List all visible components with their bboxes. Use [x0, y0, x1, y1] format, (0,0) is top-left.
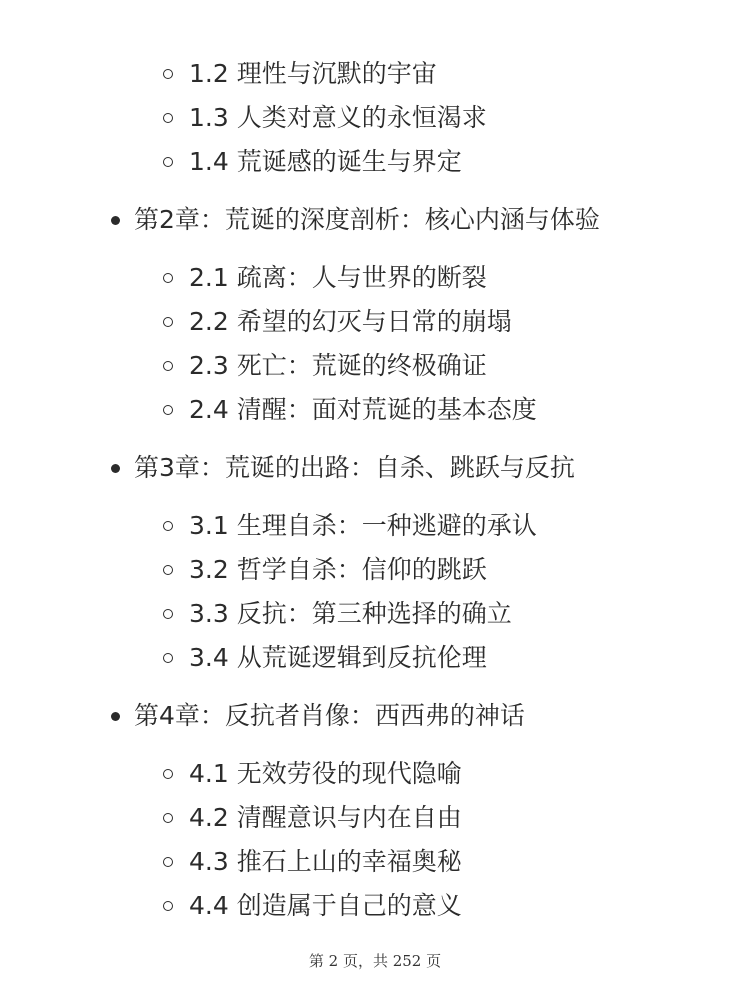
toc-section-item[interactable]: [0, 636, 750, 680]
toc-section-item[interactable]: [0, 96, 750, 140]
hollow-bullet-icon: [163, 813, 173, 823]
toc-section-item[interactable]: [0, 256, 750, 300]
hollow-bullet-icon: [163, 405, 173, 415]
section-label: 1.4 荒诞感的诞生与界定: [189, 147, 462, 176]
toc-section-item[interactable]: [0, 752, 750, 796]
section-label: 2.2 希望的幻灭与日常的崩塌: [189, 307, 512, 336]
hollow-bullet-icon: [163, 901, 173, 911]
filled-bullet-icon: [111, 712, 120, 721]
toc-section-item[interactable]: [0, 300, 750, 344]
chapter-title: 第4章：反抗者肖像：西西弗的神话: [134, 701, 525, 730]
chapter-title: 第3章：荒诞的出路：自杀、跳跃与反抗: [134, 453, 575, 482]
chapter-3: [0, 446, 750, 680]
section-label: 4.4 创造属于自己的意义: [189, 891, 462, 920]
section-label: 4.3 推石上山的幸福奥秘: [189, 847, 462, 876]
section-label: 4.1 无效劳役的现代隐喻: [189, 759, 462, 788]
section-label: 1.3 人类对意义的永恒渴求: [189, 103, 487, 132]
section-label: 3.3 反抗：第三种选择的确立: [189, 599, 512, 628]
hollow-bullet-icon: [163, 113, 173, 123]
section-label: 2.4 清醒：面对荒诞的基本态度: [189, 395, 537, 424]
section-label: 2.3 死亡：荒诞的终极确证: [189, 351, 487, 380]
hollow-bullet-icon: [163, 157, 173, 167]
hollow-bullet-icon: [163, 317, 173, 327]
toc-section-item[interactable]: [0, 344, 750, 388]
hollow-bullet-icon: [163, 521, 173, 531]
toc-section-item[interactable]: [0, 796, 750, 840]
table-of-contents: [0, 52, 750, 928]
hollow-bullet-icon: [163, 609, 173, 619]
toc-section-item[interactable]: [0, 504, 750, 548]
section-label: 2.1 疏离：人与世界的断裂: [189, 263, 487, 292]
toc-section-item[interactable]: [0, 52, 750, 96]
section-label: 4.2 清醒意识与内在自由: [189, 803, 462, 832]
hollow-bullet-icon: [163, 653, 173, 663]
hollow-bullet-icon: [163, 361, 173, 371]
toc-section-item[interactable]: [0, 884, 750, 928]
hollow-bullet-icon: [163, 565, 173, 575]
section-label: 3.2 哲学自杀：信仰的跳跃: [189, 555, 487, 584]
section-label: 3.4 从荒诞逻辑到反抗伦理: [189, 643, 487, 672]
chapter-1-sections: [0, 52, 750, 184]
filled-bullet-icon: [111, 464, 120, 473]
toc-section-item[interactable]: [0, 140, 750, 184]
section-label: 3.1 生理自杀：一种逃避的承认: [189, 511, 537, 540]
hollow-bullet-icon: [163, 273, 173, 283]
page-number-footer: 第 2 页，共 252 页: [308, 952, 442, 970]
hollow-bullet-icon: [163, 69, 173, 79]
chapter-title: 第2章：荒诞的深度剖析：核心内涵与体验: [134, 205, 600, 234]
hollow-bullet-icon: [163, 769, 173, 779]
toc-section-item[interactable]: [0, 592, 750, 636]
toc-chapter-item[interactable]: [0, 198, 750, 242]
filled-bullet-icon: [111, 216, 120, 225]
hollow-bullet-icon: [163, 857, 173, 867]
toc-chapter-item[interactable]: [0, 694, 750, 738]
chapter-2: [0, 198, 750, 432]
toc-section-item[interactable]: [0, 388, 750, 432]
toc-chapter-item[interactable]: [0, 446, 750, 490]
section-label: 1.2 理性与沉默的宇宙: [189, 59, 437, 88]
toc-section-item[interactable]: [0, 840, 750, 884]
toc-section-item[interactable]: [0, 548, 750, 592]
chapter-4: [0, 694, 750, 928]
